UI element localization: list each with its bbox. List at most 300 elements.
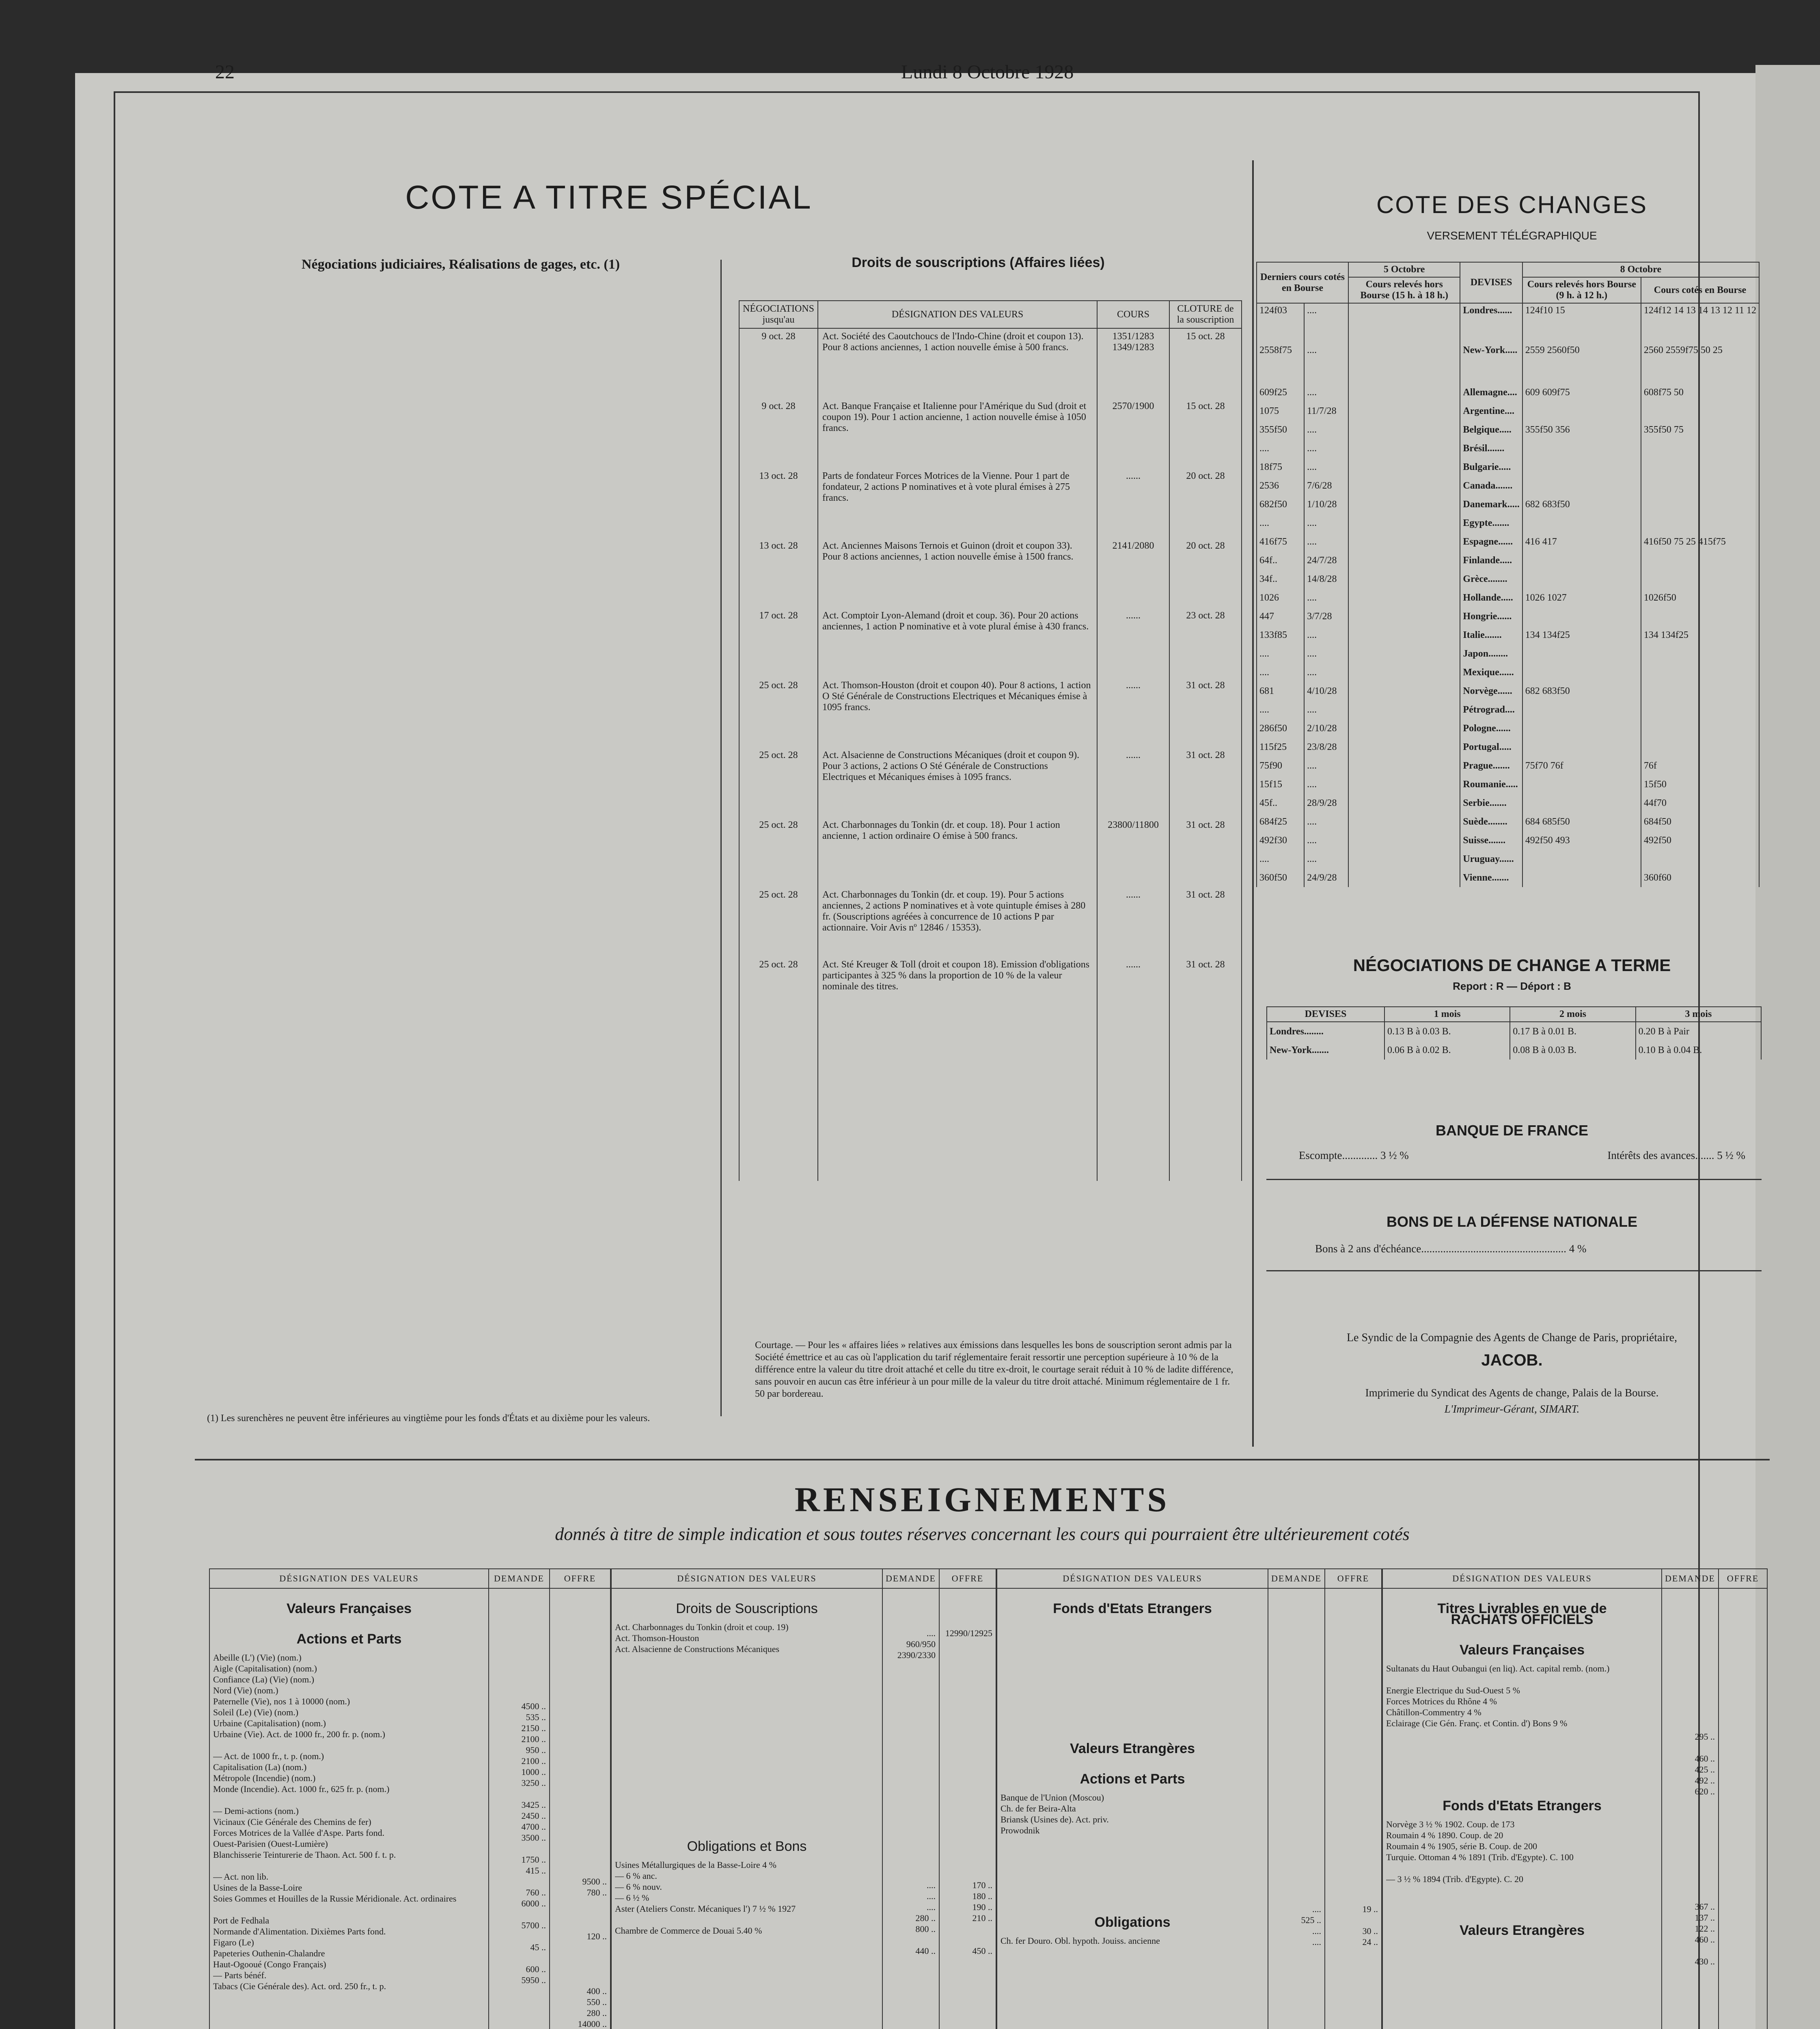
row-last-cours: 75f90 (1257, 756, 1304, 775)
terme-col-devises: DEVISES (1267, 1007, 1384, 1022)
list-item: — 6 ½ % (615, 1893, 649, 1903)
item-offre (553, 1723, 607, 1734)
row-devise: Brésil....... (1460, 439, 1522, 458)
row-releve-8 (1522, 775, 1641, 794)
col-releves-5: Cours relevés hors Bourse (15 h. à 18 h.) (1348, 277, 1460, 303)
list-item: — Parts bénéf. (213, 1970, 267, 1980)
list-item: Ouest-Parisien (Ouest-Lumière) (213, 1839, 328, 1849)
row-cotes-bourse (1641, 700, 1759, 719)
col-devises: DEVISES (1460, 262, 1522, 303)
item-offre: 550 .. (587, 1997, 607, 2007)
row-releve-5 (1348, 420, 1460, 439)
table-row (739, 608, 1242, 678)
item-demande: 4500 .. (521, 1701, 546, 1711)
table-row (1257, 738, 1759, 756)
row-devise: Roumanie..... (1460, 775, 1522, 794)
row-cotes-bourse: 416f50 75 25 415f75 (1641, 532, 1759, 551)
rens1-heading-1: Valeurs Françaises (286, 1601, 412, 1616)
row-last-cours: 124f03 (1257, 303, 1304, 343)
row-last-date: .... (1304, 812, 1348, 831)
list-item: Sultanats du Haut Oubangui (en liq). Act. capital remb. (nom.) (1386, 1663, 1610, 1674)
row-devise: Suède........ (1460, 812, 1522, 831)
row-devise: Argentine.... (1460, 402, 1522, 420)
list-item: Prowodnik (1001, 1825, 1040, 1835)
row-last-date: .... (1304, 626, 1348, 644)
item-offre (1722, 1753, 1764, 1764)
row-designation: Act. Comptoir Lyon-Alemand (droit et coup. 36). Pour 20 actions anciennes, 1 action P nominative et à vote plural émise à 430 francs. (818, 608, 1097, 678)
item-demande: 460 .. (1695, 1934, 1715, 1945)
banque-title: BANQUE DE FRANCE (1435, 1122, 1588, 1139)
item-demande: 3250 .. (521, 1778, 546, 1788)
table-row (1257, 700, 1759, 719)
table-row (1257, 775, 1759, 794)
row-designation: Act. Charbonnages du Tonkin (dr. et coup. 19). Pour 5 actions anciennes, 2 actions P nominatives et à vote quintuple émises à 280 fr. (Souscriptions agréées à concurrence de 10 actions P par actionnaire. Voir Avis nº 12846 / 15353). (818, 887, 1097, 957)
row-date: 25 oct. 28 (739, 817, 818, 887)
list-item: Vicinaux (Cie Générale des Chemins de fer) (213, 1817, 371, 1827)
item-offre (553, 1777, 607, 1799)
item-demande: .... (1312, 1926, 1321, 1936)
row-devise: Mexique...... (1460, 663, 1522, 682)
row-devise: Pologne...... (1460, 719, 1522, 738)
row-cotes-bourse (1641, 402, 1759, 420)
row-last-date: .... (1304, 663, 1348, 682)
row-releve-8: 134 134f25 (1522, 626, 1641, 644)
row-releve-8 (1522, 700, 1641, 719)
row-devise: Finlande..... (1460, 551, 1522, 570)
row-last-date: .... (1304, 303, 1348, 343)
terme-value: 0.06 B à 0.02 B. (1384, 1041, 1510, 1060)
row-cours: ...... (1097, 608, 1169, 678)
row-devise: Uruguay...... (1460, 850, 1522, 868)
row-devise: Prague....... (1460, 756, 1522, 775)
list-item: Usines Métallurgiques de la Basse-Loire 4 % (615, 1860, 776, 1870)
terme-devise: New-York....... (1267, 1041, 1384, 1060)
table-row (739, 817, 1242, 887)
rens1-col-designation: DÉSIGNATION DES VALEURS (209, 1569, 489, 1588)
row-releve-8: 2559 2560f50 (1522, 343, 1641, 383)
table-row (1257, 682, 1759, 700)
rens4-col-designation: DÉSIGNATION DES VALEURS (1382, 1569, 1662, 1588)
table-row (1257, 532, 1759, 551)
row-cotes-bourse (1641, 850, 1759, 868)
row-last-date: 4/10/28 (1304, 682, 1348, 700)
row-last-date: 2/10/28 (1304, 719, 1348, 738)
row-releve-5 (1348, 644, 1460, 663)
item-demande: .... (927, 1902, 936, 1912)
changes-table (1256, 262, 1760, 887)
item-demande: 525 .. (1301, 1915, 1321, 1925)
terme-value: 0.20 B à Pair (1636, 1022, 1761, 1041)
table-row (1257, 439, 1759, 458)
row-releve-8 (1522, 644, 1641, 663)
item-offre (553, 1701, 607, 1712)
row-designation: Act. Anciennes Maisons Ternois et Guinon (droit et coupon 33). Pour 8 actions anciennes, 1 action nouvelle émise à 1500 francs. (818, 538, 1097, 608)
list-item: Roumain 4 % 1905, série B. Coup. de 200 (1386, 1841, 1538, 1851)
table-row (739, 468, 1242, 538)
renseignements-subtitle: donnés à titre de simple indication et sous toutes réserves concernant les cours qui pourraient être ultérieurement cotés (555, 1524, 1410, 1544)
row-last-date: 1/10/28 (1304, 495, 1348, 514)
table-row (1257, 756, 1759, 775)
table-row (739, 538, 1242, 608)
row-devise: Grèce........ (1460, 570, 1522, 588)
row-date: 25 oct. 28 (739, 887, 818, 957)
item-demande: .... (927, 1891, 936, 1901)
row-designation: Act. Sté Kreuger & Toll (droit et coupon 18). Emission d'obligations participantes à 325 % dans la proportion de 10 % de la valeur nominale des titres. (818, 957, 1097, 1181)
item-demande: 425 .. (1695, 1764, 1715, 1775)
list-item: Aigle (Capitalisation) (nom.) (213, 1663, 317, 1674)
item-offre (943, 1923, 992, 1945)
banque-escompte: Escompte............. 3 ½ % (1299, 1149, 1409, 1161)
item-demande: .... (1312, 1904, 1321, 1914)
item-offre (1722, 1786, 1764, 1808)
rens2-col-demande: DEMANDE (882, 1569, 939, 1588)
row-designation: Act. Thomson-Houston (droit et coupon 40). Pour 8 actions, 1 action O Sté Générale de Constructions Electriques et Mécaniques émise à 1095 francs. (818, 678, 1097, 747)
row-date: 13 oct. 28 (739, 538, 818, 608)
item-demande: 295 .. (1695, 1732, 1715, 1742)
row-last-cours: 360f50 (1257, 868, 1304, 887)
row-last-date: .... (1304, 383, 1348, 402)
row-cotes-bourse (1641, 514, 1759, 532)
row-last-date: 23/8/28 (1304, 738, 1348, 756)
item-demande: .... (927, 1628, 936, 1638)
list-item: Briansk (Usines de). Act. priv. (1001, 1814, 1109, 1824)
cote-changes-title: COTE DES CHANGES (1376, 191, 1648, 218)
page-number: 22 (215, 61, 235, 83)
item-demande: 3500 .. (521, 1833, 546, 1843)
row-devise: Norvège...... (1460, 682, 1522, 700)
list-item: Ch. de fer Beira-Alta (1001, 1803, 1076, 1814)
row-cotes-bourse: 355f50 75 (1641, 420, 1759, 439)
row-last-cours: 681 (1257, 682, 1304, 700)
row-cotes-bourse (1641, 644, 1759, 663)
list-item: Tabacs (Cie Générale des). Act. ord. 250 fr., t. p. (213, 1981, 386, 1991)
bons-title: BONS DE LA DÉFENSE NATIONALE (1386, 1213, 1638, 1230)
row-releve-5 (1348, 868, 1460, 887)
row-last-date: .... (1304, 775, 1348, 794)
row-last-date: 14/8/28 (1304, 570, 1348, 588)
table-row (1257, 303, 1759, 343)
row-cours: ...... (1097, 887, 1169, 957)
col-releves-8: Cours relevés hors Bourse (9 h. à 12 h.) (1522, 277, 1641, 303)
row-last-cours: .... (1257, 644, 1304, 663)
row-date: 13 oct. 28 (739, 468, 818, 538)
renseignements-grid (209, 1568, 1768, 2029)
rens3-heading-1: Fonds d'Etats Etrangers (1053, 1601, 1212, 1616)
item-offre (1722, 1923, 1764, 1934)
row-releve-5 (1348, 775, 1460, 794)
row-cotes-bourse: 76f (1641, 756, 1759, 775)
row-cotes-bourse: 15f50 (1641, 775, 1759, 794)
row-releve-8: 682 683f50 (1522, 495, 1641, 514)
row-cloture: 31 oct. 28 (1169, 817, 1242, 887)
syndic-name: JACOB. (1481, 1351, 1543, 1369)
row-last-date: .... (1304, 644, 1348, 663)
row-last-date: .... (1304, 850, 1348, 868)
item-offre (943, 1639, 992, 1650)
item-demande: 122 .. (1695, 1923, 1715, 1934)
row-last-date: .... (1304, 588, 1348, 607)
col-negociations: NÉGOCIATIONS jusqu'au (739, 301, 818, 328)
rens3-heading-2: Valeurs Etrangères (1070, 1741, 1195, 1756)
table-row (1257, 570, 1759, 588)
table-row (739, 747, 1242, 817)
table-row (1257, 343, 1759, 383)
item-demande: 415 .. (526, 1865, 546, 1876)
row-last-cours: 133f85 (1257, 626, 1304, 644)
row-cotes-bourse (1641, 495, 1759, 514)
row-releve-5 (1348, 607, 1460, 626)
item-demande: 460 .. (1695, 1753, 1715, 1764)
rens3-heading-4: Obligations (1094, 1915, 1171, 1930)
item-demande: 2100 .. (521, 1756, 546, 1766)
list-item: Soies Gommes et Houilles de la Russie Méridionale. Act. ordinaires (213, 1893, 457, 1904)
row-last-date: .... (1304, 458, 1348, 476)
row-cotes-bourse: 44f70 (1641, 794, 1759, 812)
rens2-heading-1: Droits de Souscriptions (676, 1601, 818, 1616)
row-cotes-bourse: 492f50 (1641, 831, 1759, 850)
row-releve-8 (1522, 570, 1641, 588)
row-cours: ...... (1097, 468, 1169, 538)
row-devise: Egypte....... (1460, 514, 1522, 532)
row-last-date: 7/6/28 (1304, 476, 1348, 495)
item-offre: 780 .. (587, 1887, 607, 1898)
terme-subtitle: Report : R — Déport : B (1453, 980, 1571, 992)
item-offre (1722, 1956, 1764, 1967)
row-cotes-bourse (1641, 551, 1759, 570)
banque-rates (1299, 1148, 1745, 1162)
list-item: Abeille (L') (Vie) (nom.) (213, 1652, 302, 1663)
row-cours: ...... (1097, 747, 1169, 817)
bons-divider (1266, 1270, 1762, 1271)
row-last-date: .... (1304, 514, 1348, 532)
row-last-cours: 286f50 (1257, 719, 1304, 738)
item-offre: 210 .. (972, 1913, 992, 1923)
row-designation: Parts de fondateur Forces Motrices de la Vienne. Pour 1 part de fondateur, 2 actions P nominatives et à vote plural émises à 275 francs. (818, 468, 1097, 538)
courtage-note: Courtage. — Pour les « affaires liées » relatives aux émissions dans lesquelles les bons de souscription seront admis par la Société émettrice et au cas où l'application du tarif réglementaire ferait ressortir une perception supérieure à 10 % de la différence entre la valeur du titre droit attaché et celle du titre ex-droit, le courtage serait réduit à 10 % de ladite différence, sans pouvoir en aucun cas être inférieur à un pour mille de la valeur du titre droit attaché. Minimum réglementaire de 1 fr. 50 par bordereau. (755, 1340, 1233, 1399)
row-date: 25 oct. 28 (739, 957, 818, 1181)
row-devise: Serbie....... (1460, 794, 1522, 812)
row-devise: Espagne...... (1460, 532, 1522, 551)
row-releve-8 (1522, 439, 1641, 458)
row-releve-5 (1348, 738, 1460, 756)
item-offre (553, 1975, 607, 1986)
row-cotes-bourse (1641, 439, 1759, 458)
row-releve-5 (1348, 682, 1460, 700)
rens4-heading-2: Valeurs Françaises (1459, 1642, 1585, 1658)
table-row (1257, 495, 1759, 514)
row-cloture: 31 oct. 28 (1169, 957, 1242, 1181)
row-devise: Italie....... (1460, 626, 1522, 644)
row-releve-8: 1026 1027 (1522, 588, 1641, 607)
item-demande: 2390/2330 (897, 1650, 936, 1660)
list-item: Forces Motrices de la Vallée d'Aspe. Parts fond. (213, 1828, 385, 1838)
item-demande: 2150 .. (521, 1723, 546, 1733)
row-releve-5 (1348, 439, 1460, 458)
list-item: Banque de l'Union (Moscou) (1001, 1792, 1104, 1803)
row-releve-5 (1348, 343, 1460, 383)
terme-value: 0.08 B à 0.03 B. (1510, 1041, 1635, 1060)
col-5-octobre: 5 Octobre (1348, 262, 1460, 277)
col-cotes-bourse: Cours cotés en Bourse (1641, 277, 1759, 303)
row-releve-5 (1348, 700, 1460, 719)
row-devise: Pétrograd.... (1460, 700, 1522, 719)
item-demande: 600 .. (526, 1964, 546, 1974)
row-date: 25 oct. 28 (739, 678, 818, 747)
column-divider (1252, 160, 1254, 1447)
item-offre: 400 .. (587, 1986, 607, 1996)
item-offre (553, 1898, 607, 1920)
item-demande: 6000 .. (521, 1898, 546, 1908)
row-cotes-bourse (1641, 663, 1759, 682)
row-last-date: .... (1304, 439, 1348, 458)
item-demande: 137 .. (1695, 1913, 1715, 1923)
row-last-cours: 355f50 (1257, 420, 1304, 439)
list-item: — Demi-actions (nom.) (213, 1806, 299, 1816)
item-demande: 800 .. (915, 1924, 936, 1934)
row-releve-5 (1348, 402, 1460, 420)
row-last-cours: 15f15 (1257, 775, 1304, 794)
item-offre (1722, 1775, 1764, 1786)
col-cours: COURS (1097, 301, 1169, 328)
row-cours: ...... (1097, 957, 1169, 1181)
table-row (1257, 514, 1759, 532)
row-releve-5 (1348, 514, 1460, 532)
row-last-cours: 1075 (1257, 402, 1304, 420)
list-item: Chambre de Commerce de Douai 5.40 % (615, 1926, 762, 1936)
item-demande: 535 .. (526, 1712, 546, 1722)
row-designation: Act. Banque Française et Italienne pour l'Amérique du Sud (droit et coupon 19). Pour 1 action ancienne, 1 action nouvelle émise à 1050 francs. (818, 398, 1097, 468)
row-releve-8 (1522, 663, 1641, 682)
item-offre (1722, 1912, 1764, 1923)
droits-title: Droits de souscriptions (Affaires liées) (852, 255, 1105, 270)
table-row (1257, 868, 1759, 887)
list-item: Roumain 4 % 1890. Coup. de 20 (1386, 1830, 1503, 1840)
rens1-col-demande: DEMANDE (489, 1569, 550, 1588)
item-demande: 760 .. (526, 1887, 546, 1898)
item-demande: 1000 .. (521, 1767, 546, 1777)
item-demande (492, 2007, 546, 2018)
row-date: 25 oct. 28 (739, 747, 818, 817)
item-offre: 14000 .. (578, 2019, 607, 2029)
row-cotes-bourse (1641, 476, 1759, 495)
terme-value: 0.10 B à 0.04 B. (1636, 1041, 1761, 1060)
item-offre: 12990/12925 (945, 1628, 992, 1638)
table-row (1267, 1022, 1761, 1041)
item-offre: 19 .. (1362, 1904, 1378, 1914)
row-last-cours: .... (1257, 663, 1304, 682)
row-releve-8 (1522, 402, 1641, 420)
row-cloture: 23 oct. 28 (1169, 608, 1242, 678)
row-releve-5 (1348, 458, 1460, 476)
list-item: Urbaine (Capitalisation) (nom.) (213, 1718, 326, 1728)
table-row (1257, 476, 1759, 495)
item-offre: 120 .. (587, 1931, 607, 1941)
table-row (1257, 607, 1759, 626)
item-demande: 2100 .. (521, 1734, 546, 1744)
row-cloture: 15 oct. 28 (1169, 328, 1242, 398)
item-offre: 450 .. (972, 1946, 992, 1956)
list-item: Act. Thomson-Houston (615, 1633, 699, 1643)
rens1-col-offre: OFFRE (550, 1569, 610, 1588)
rens-col-1 (209, 1568, 611, 2029)
list-item: Normande d'Alimentation. Dixièmes Parts fond. (213, 1926, 386, 1936)
item-demande: 492 .. (1695, 1775, 1715, 1786)
row-last-cours: 609f25 (1257, 383, 1304, 402)
list-item: Châtillon-Commentry 4 % (1386, 1707, 1481, 1717)
row-date: 9 oct. 28 (739, 328, 818, 398)
table-row (739, 328, 1242, 398)
negociations-footnote: (1) Les surenchères ne peuvent être inférieures au vingtième pour les fonds d'États et au dixième pour les valeurs. (207, 1413, 650, 1424)
row-devise: Allemagne.... (1460, 383, 1522, 402)
item-offre: 30 .. (1362, 1926, 1378, 1936)
col-cloture: CLOTURE de la souscription (1169, 301, 1242, 328)
row-devise: Portugal..... (1460, 738, 1522, 756)
row-cours: ...... (1097, 678, 1169, 747)
list-item: Ch. fer Douro. Obl. hypoth. Jouiss. ancienne (1001, 1936, 1160, 1946)
list-item: Métropole (Incendie) (nom.) (213, 1773, 316, 1783)
list-item: Papeteries Outhenin-Chalandre (213, 1948, 325, 1958)
terme-value: 0.17 B à 0.01 B. (1510, 1022, 1635, 1041)
row-cotes-bourse: 360f60 (1641, 868, 1759, 887)
row-last-date: .... (1304, 343, 1348, 383)
cote-titre-special-title: COTE A TITRE SPÉCIAL (405, 179, 813, 216)
row-last-date: 11/7/28 (1304, 402, 1348, 420)
row-last-cours: 18f75 (1257, 458, 1304, 476)
row-cloture: 20 oct. 28 (1169, 538, 1242, 608)
row-devise: Danemark..... (1460, 495, 1522, 514)
col-8-octobre: 8 Octobre (1522, 262, 1759, 277)
row-last-date: 24/7/28 (1304, 551, 1348, 570)
list-item: Paternelle (Vie), nos 1 à 10000 (nom.) (213, 1696, 350, 1706)
list-item: Monde (Incendie). Act. 1000 fr., 625 fr. p. (nom.) (213, 1784, 390, 1794)
item-offre (553, 1942, 607, 1964)
row-last-cours: 115f25 (1257, 738, 1304, 756)
renseignements-title: RENSEIGNEMENTS (794, 1480, 1170, 1519)
row-cotes-bourse (1641, 719, 1759, 738)
list-item: Eclairage (Cie Gén. Franç. et Contin. d') Bons 9 % (1386, 1718, 1568, 1728)
row-last-cours: .... (1257, 514, 1304, 532)
row-releve-5 (1348, 532, 1460, 551)
row-releve-8 (1522, 850, 1641, 868)
row-releve-8 (1522, 476, 1641, 495)
row-cloture: 31 oct. 28 (1169, 887, 1242, 957)
row-releve-8 (1522, 458, 1641, 476)
row-devise: Bulgarie..... (1460, 458, 1522, 476)
banque-divider (1266, 1179, 1762, 1180)
rens4-heading-3: Fonds d'Etats Etrangers (1443, 1798, 1602, 1814)
row-releve-8: 416 417 (1522, 532, 1641, 551)
banque-interets: Intérêts des avances....... 5 ½ % (1607, 1149, 1745, 1161)
list-item: Energie Electrique du Sud-Ouest 5 % (1386, 1685, 1520, 1695)
row-releve-8: 492f50 493 (1522, 831, 1641, 850)
terme-table (1266, 1006, 1762, 1060)
row-devise: Londres...... (1460, 303, 1522, 343)
row-devise: Hongrie...... (1460, 607, 1522, 626)
terme-col-3-mois: 3 mois (1636, 1007, 1761, 1022)
item-demande (492, 1997, 546, 2007)
row-last-cours: 682f50 (1257, 495, 1304, 514)
row-devise: New-York..... (1460, 343, 1522, 383)
row-cotes-bourse (1641, 607, 1759, 626)
row-last-cours: 2558f75 (1257, 343, 1304, 383)
row-releve-8 (1522, 551, 1641, 570)
terme-devise: Londres........ (1267, 1022, 1384, 1041)
item-offre (1328, 1915, 1378, 1926)
item-offre: 180 .. (972, 1891, 992, 1901)
section-divider (195, 1459, 1770, 1460)
item-offre (553, 1920, 607, 1931)
item-offre (553, 1821, 607, 1832)
